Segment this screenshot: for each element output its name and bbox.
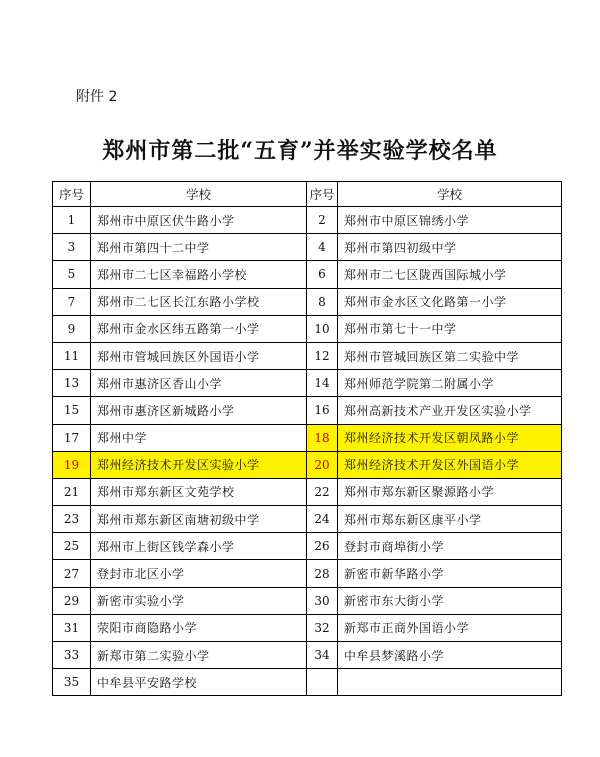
left-school-name: 郑州市郑东新区文苑学校	[91, 478, 307, 505]
left-row-number: 3	[53, 234, 91, 261]
right-row-number: 22	[307, 478, 338, 505]
left-school-name: 郑州市二七区长江东路小学校	[91, 288, 307, 315]
left-row-number: 17	[53, 424, 91, 451]
right-row-number: 14	[307, 370, 338, 397]
right-school-name: 郑州市中原区锦绣小学	[338, 207, 562, 234]
left-school-name: 新郑市第二实验小学	[91, 642, 307, 669]
right-school-name: 郑州市管城回族区第二实验中学	[338, 342, 562, 369]
right-school-name: 新密市新华路小学	[338, 560, 562, 587]
table-header-row	[53, 182, 562, 207]
header-school-left: 学校	[91, 182, 307, 207]
header-num-right: 序号	[307, 182, 338, 207]
left-row-number: 33	[53, 642, 91, 669]
left-school-name: 郑州市中原区伏牛路小学	[91, 207, 307, 234]
right-school-name: 郑州市郑东新区康平小学	[338, 506, 562, 533]
table-row	[53, 614, 562, 641]
left-row-number: 27	[53, 560, 91, 587]
right-school-name: 新密市东大街小学	[338, 587, 562, 614]
left-school-name: 郑州市金水区纬五路第一小学	[91, 315, 307, 342]
left-row-number: 19	[53, 451, 91, 478]
table-row	[53, 669, 562, 696]
left-school-name: 中牟县平安路学校	[91, 669, 307, 696]
left-row-number: 5	[53, 261, 91, 288]
left-row-number: 13	[53, 370, 91, 397]
right-school-name: 郑州市第四初级中学	[338, 234, 562, 261]
right-school-name: 郑州市金水区文化路第一小学	[338, 288, 562, 315]
right-school-name: 郑州高新技术产业开发区实验小学	[338, 397, 562, 424]
left-row-number: 31	[53, 614, 91, 641]
right-row-number: 4	[307, 234, 338, 261]
table-row	[53, 587, 562, 614]
left-school-name: 郑州中学	[91, 424, 307, 451]
left-row-number: 11	[53, 342, 91, 369]
school-roster-table	[52, 181, 562, 696]
left-row-number: 1	[53, 207, 91, 234]
left-school-name: 郑州市管城回族区外国语小学	[91, 342, 307, 369]
right-school-name: 郑州市第七十一中学	[338, 315, 562, 342]
table-row	[53, 533, 562, 560]
right-row-number: 20	[307, 451, 338, 478]
left-row-number: 23	[53, 506, 91, 533]
right-row-number: 18	[307, 424, 338, 451]
table-row	[53, 370, 562, 397]
left-school-name: 郑州经济技术开发区实验小学	[91, 451, 307, 478]
right-school-name: 郑州市郑东新区聚源路小学	[338, 478, 562, 505]
table-row	[53, 261, 562, 288]
right-row-number: 24	[307, 506, 338, 533]
right-row-number: 12	[307, 342, 338, 369]
right-row-number	[307, 669, 338, 696]
table-row	[53, 424, 562, 451]
right-row-number: 16	[307, 397, 338, 424]
right-row-number: 10	[307, 315, 338, 342]
right-row-number: 28	[307, 560, 338, 587]
left-school-name: 郑州市上街区钱学森小学	[91, 533, 307, 560]
left-school-name: 郑州市惠济区香山小学	[91, 370, 307, 397]
left-school-name: 郑州市惠济区新城路小学	[91, 397, 307, 424]
left-school-name: 郑州市郑东新区南塘初级中学	[91, 506, 307, 533]
table-row	[53, 642, 562, 669]
right-row-number: 8	[307, 288, 338, 315]
table-row	[53, 451, 562, 478]
right-row-number: 34	[307, 642, 338, 669]
table-row	[53, 506, 562, 533]
page-title: 郑州市第二批“五育”并举实验学校名单	[102, 138, 498, 164]
right-school-name: 登封市商埠街小学	[338, 533, 562, 560]
right-row-number: 26	[307, 533, 338, 560]
table-row	[53, 478, 562, 505]
left-row-number: 21	[53, 478, 91, 505]
table-row	[53, 397, 562, 424]
table-row	[53, 560, 562, 587]
right-row-number: 2	[307, 207, 338, 234]
attachment-label: 附件 2	[76, 89, 118, 105]
right-school-name: 郑州经济技术开发区朝凤路小学	[338, 424, 562, 451]
left-school-name: 荥阳市商隐路小学	[91, 614, 307, 641]
table-row	[53, 315, 562, 342]
left-school-name: 郑州市二七区幸福路小学校	[91, 261, 307, 288]
table-row	[53, 234, 562, 261]
table-row	[53, 342, 562, 369]
right-school-name: 新郑市正商外国语小学	[338, 614, 562, 641]
left-school-name: 新密市实验小学	[91, 587, 307, 614]
left-row-number: 25	[53, 533, 91, 560]
left-row-number: 35	[53, 669, 91, 696]
right-row-number: 30	[307, 587, 338, 614]
table-row	[53, 207, 562, 234]
header-num-left: 序号	[53, 182, 91, 207]
right-row-number: 6	[307, 261, 338, 288]
right-school-name	[338, 669, 562, 696]
table-row	[53, 288, 562, 315]
right-school-name: 郑州师范学院第二附属小学	[338, 370, 562, 397]
table-body	[53, 207, 562, 696]
right-school-name: 中牟县梦溪路小学	[338, 642, 562, 669]
right-school-name: 郑州经济技术开发区外国语小学	[338, 451, 562, 478]
left-school-name: 郑州市第四十二中学	[91, 234, 307, 261]
right-row-number: 32	[307, 614, 338, 641]
header-school-right: 学校	[338, 182, 562, 207]
left-row-number: 9	[53, 315, 91, 342]
right-school-name: 郑州市二七区陇西国际城小学	[338, 261, 562, 288]
left-row-number: 29	[53, 587, 91, 614]
left-row-number: 15	[53, 397, 91, 424]
left-school-name: 登封市北区小学	[91, 560, 307, 587]
left-row-number: 7	[53, 288, 91, 315]
